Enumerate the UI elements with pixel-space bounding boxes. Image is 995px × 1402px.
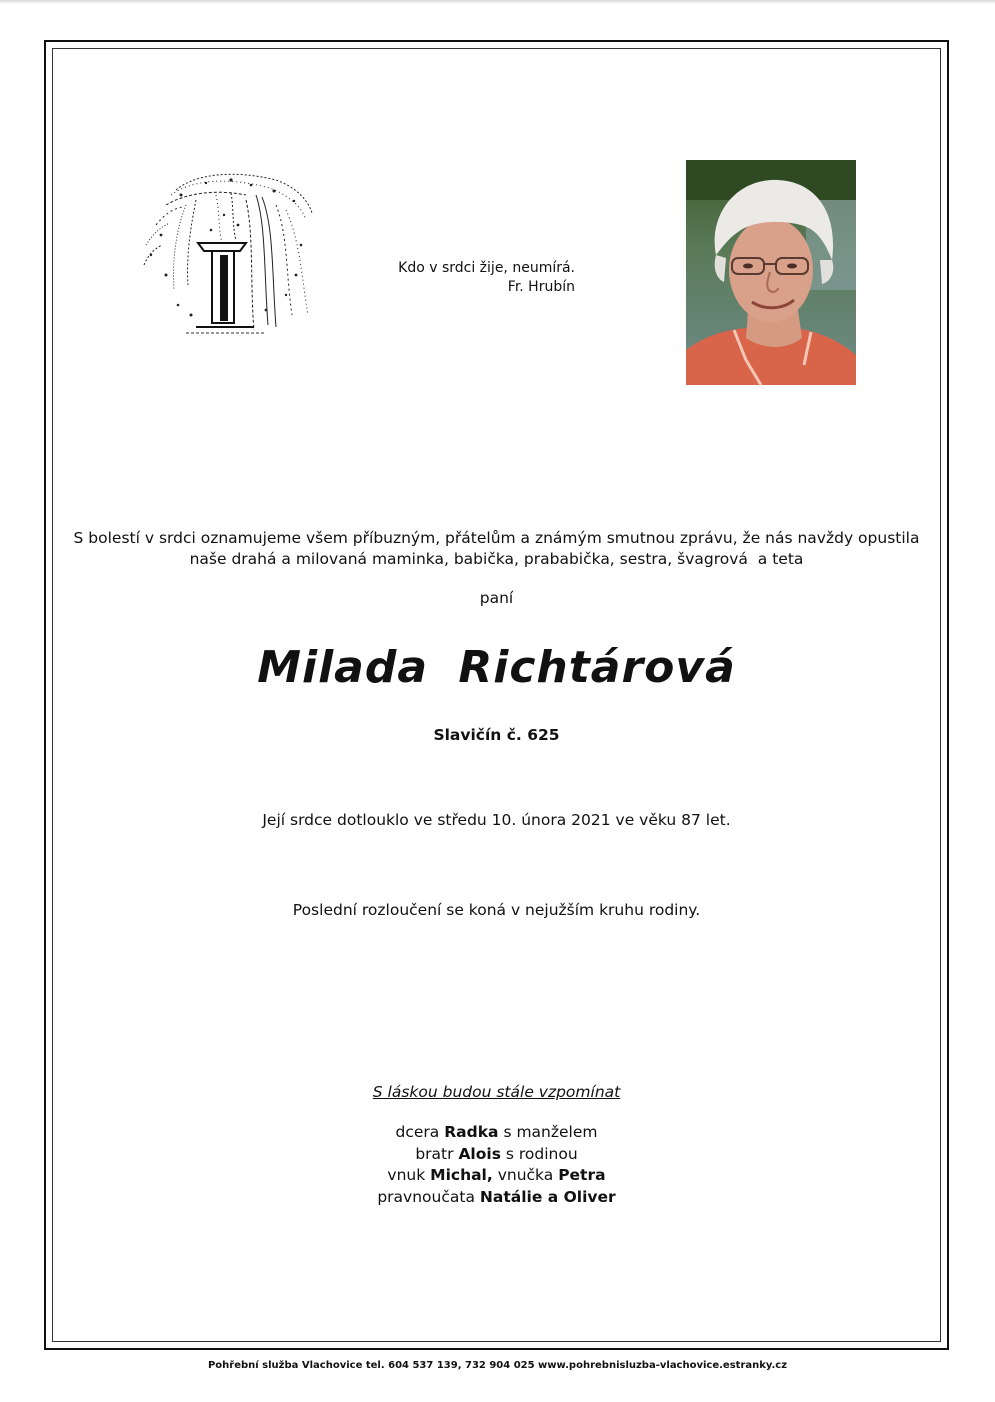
family-list	[52, 1122, 941, 1208]
funeral-service-footer: Pohřební služba Vlachovice tel. 604 537 139, 732 904 025 www.pohrebnisluzba-vlachovice.estranky.cz	[207, 1360, 788, 1371]
family-line: dcera Radka s manželem	[395, 1123, 598, 1141]
honorific-title: paní	[479, 589, 514, 607]
motto-line: Kdo v srdci žije, neumírá.	[398, 260, 575, 276]
deceased-address: Slavičín č. 625	[433, 726, 560, 744]
motto-author: Fr. Hrubín	[507, 279, 575, 295]
intro-line-1: S bolestí v srdci oznamujeme všem příbuzným, přátelům a známým smutnou zprávu, že nás navždy opustila	[73, 529, 920, 547]
remember-heading: S láskou budou stále vzpomínat	[372, 1083, 621, 1101]
death-notice: Její srdce dotlouklo ve středu 10. února 2021 ve věku 87 let.	[262, 811, 731, 829]
intro-line-2: naše drahá a milovaná maminka, babička, prababička, sestra, švagrová a teta	[189, 550, 804, 568]
intro-paragraph	[52, 528, 941, 570]
last-name: Richtárová	[458, 642, 736, 693]
deceased-name	[52, 642, 941, 693]
motto-quote	[380, 259, 575, 297]
family-line: bratr Alois s rodinou	[415, 1144, 578, 1163]
family-line: pravnoučata Natálie a Oliver	[377, 1187, 616, 1206]
scan-edge	[0, 0, 995, 4]
willow-urn-emblem	[136, 165, 316, 340]
portrait-photo	[686, 160, 856, 385]
family-line: vnuk Michal, vnučka Petra	[387, 1166, 606, 1184]
first-name: Milada	[257, 642, 429, 693]
farewell-notice: Poslední rozloučení se koná v nejužším kruhu rodiny.	[292, 901, 701, 919]
